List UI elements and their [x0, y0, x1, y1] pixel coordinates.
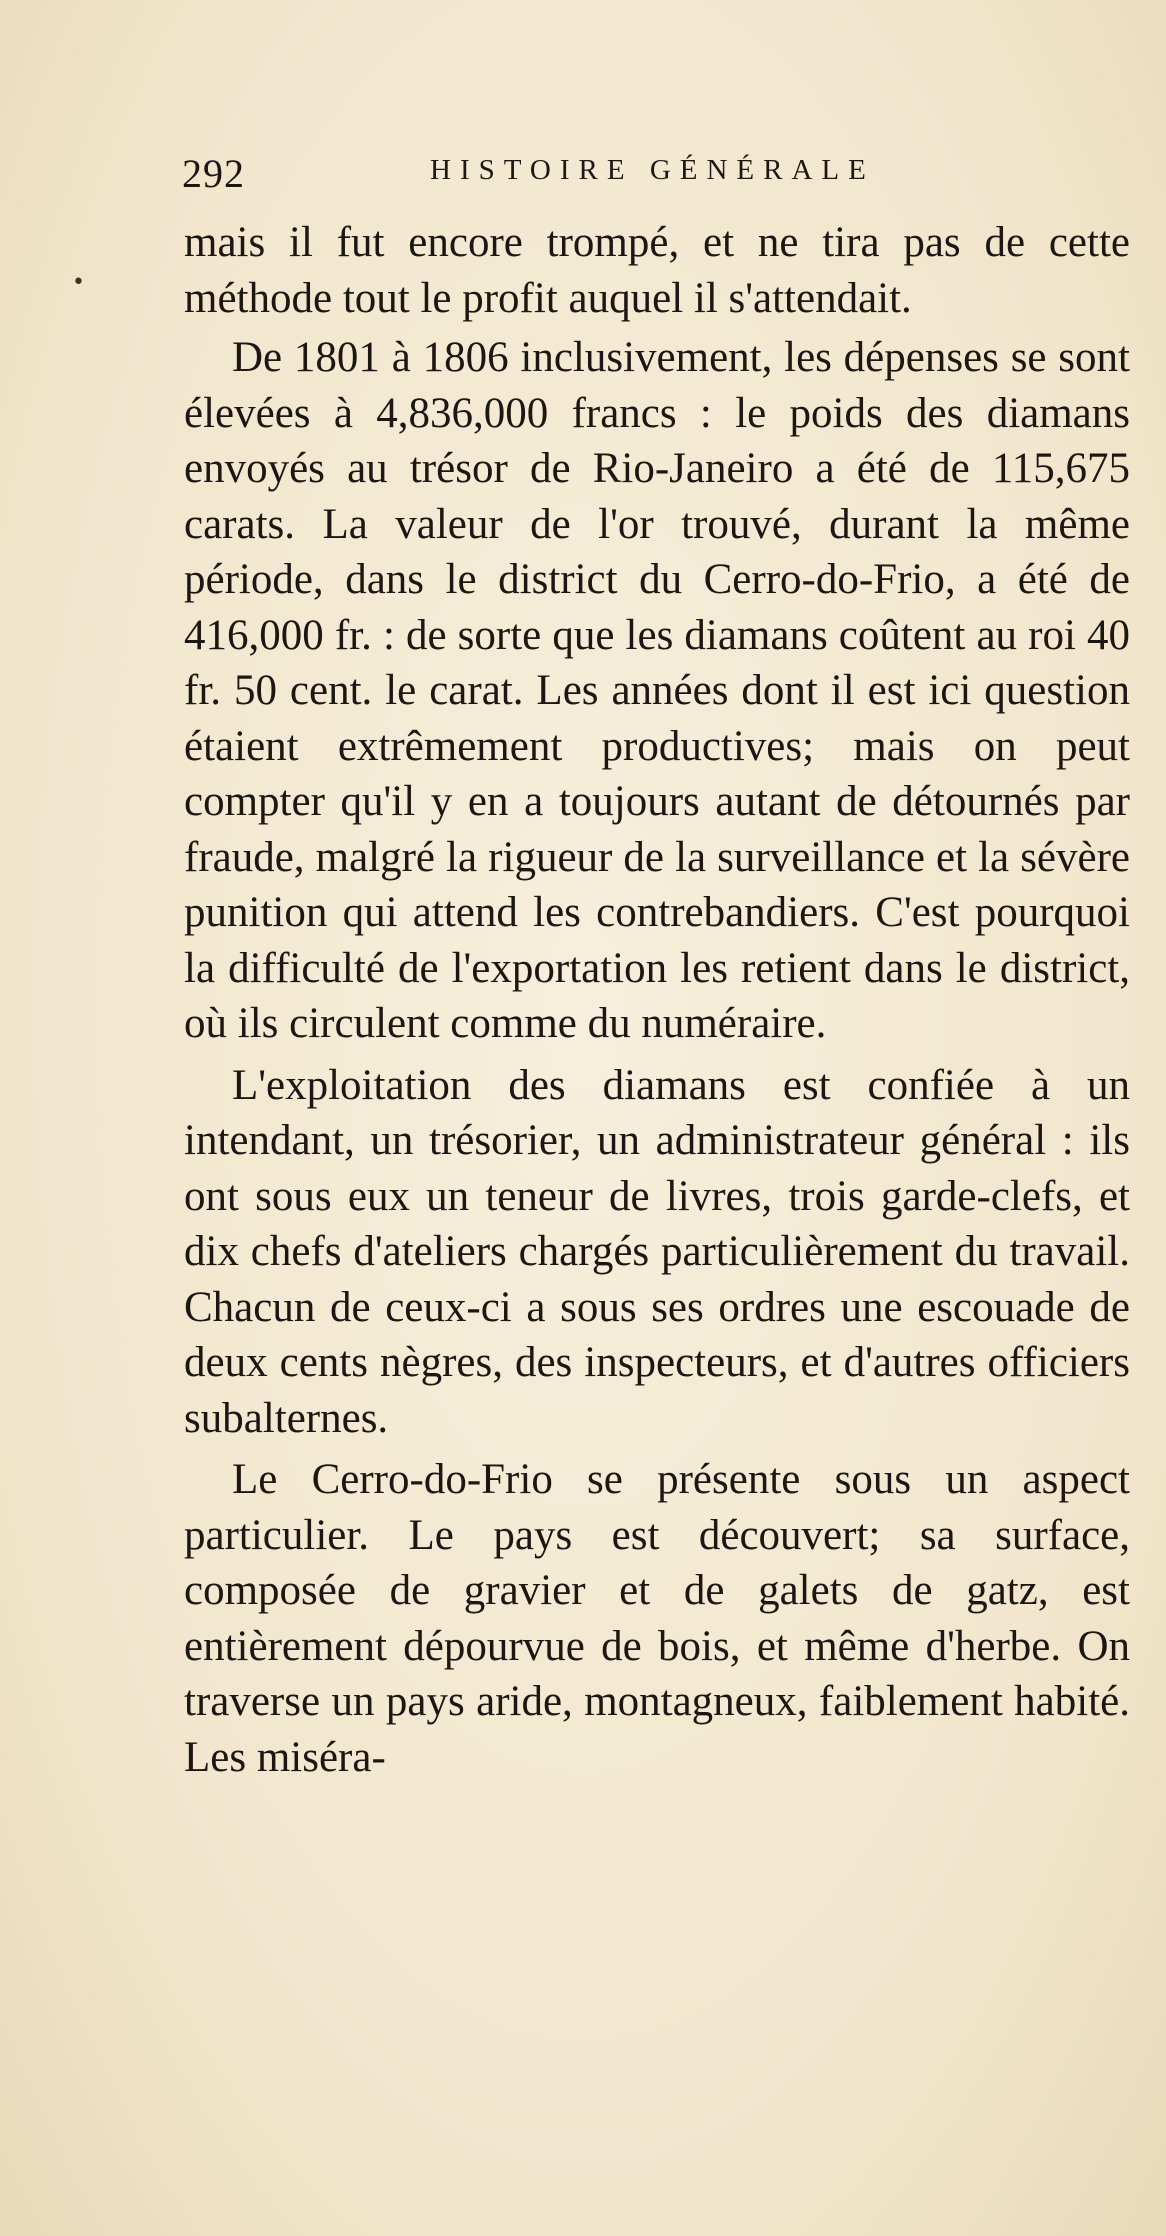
margin-mark: • — [72, 270, 85, 295]
body-text — [184, 215, 1130, 1791]
page-header — [182, 150, 1066, 200]
running-title: HISTOIRE GÉNÉRALE — [430, 154, 875, 186]
paragraph-3: L'exploitation des diamans est confiée à un intendant, un trésorier, un administrateur général : ils ont sous eux un teneur de livres, trois garde-clefs, et dix chefs d'ateliers chargés particulièrement du travail. Chacun de ceux-ci a sous ses ordres une escouade de deux cents nègres, des inspecteurs, et d'autres officiers subalternes. — [184, 1061, 1130, 1442]
paragraph-4: Le Cerro-do-Frio se présente sous un aspect particulier. Le pays est découvert; sa surface, composée de gravier et de galets de gatz, est entièrement dépourvue de bois, et même d'herbe. On traverse un pays aride, montagneux, faiblement habité. Les miséra- — [184, 1456, 1130, 1781]
paragraph-1: mais il fut encore trompé, et ne tira pas de cette méthode tout le profit auquel il s'attendait. — [184, 219, 1130, 322]
page-number: 292 — [182, 151, 245, 196]
paragraph-2: De 1801 à 1806 inclusivement, les dépenses se sont élevées à 4,836,000 francs : le poids des diamans envoyés au trésor de Rio-Janeiro a été de 115,675 carats. La valeur de l'or trouvé, durant la même période, dans le district du Cerro-do-Frio, a été de 416,000 fr. : de sorte que les diamans coûtent au roi 40 fr. 50 cent. le carat. Les années dont il est ici question étaient extrêmement productives; mais on peut compter qu'il y en a toujours autant de détournés par fraude, malgré la rigueur de la surveillance et la sévère punition qui attend les contrebandiers. C'est pourquoi la difficulté de l'exportation les retient dans le district, où ils circulent comme du numéraire. — [184, 334, 1130, 1047]
